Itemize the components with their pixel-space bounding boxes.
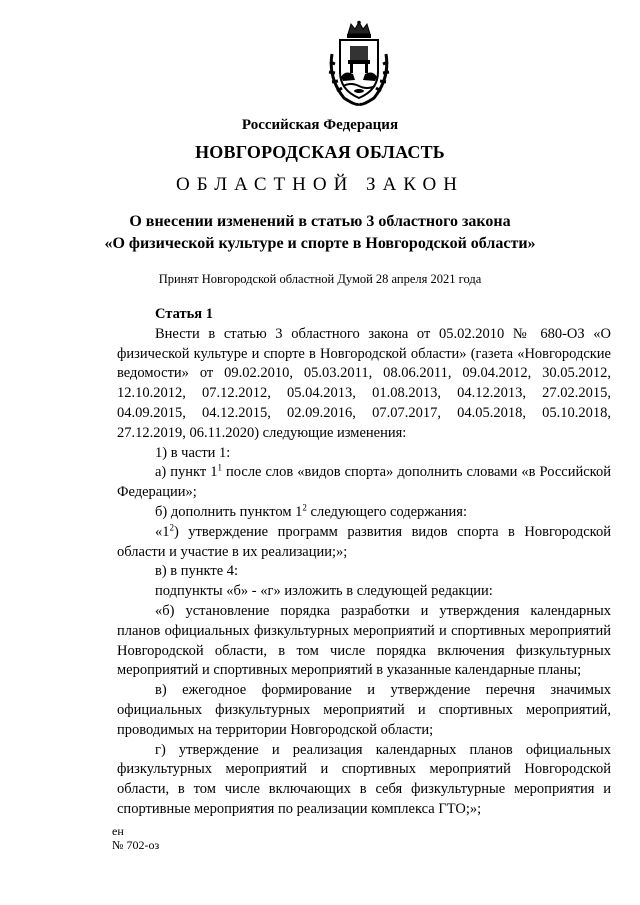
footer-initials: ен [112,824,124,838]
item-b-quote: «$1^2$) утверждение программ развития видов спорта в Новгородской области и участие в их реализации;»; [117,522,611,560]
region-name: НОВГОРОДСКАЯ ОБЛАСТЬ [195,142,445,162]
subitem-b: «б) установление порядка разработки и утверждения календарных планов официальных физкультурных мероприятий и спортивных мероприятий Новгородской области, в том числе порядка включения физкультурных мероприятий и спортивных мероприятий в указанные календарные планы; [117,602,611,679]
article-intro: Внести в статью 3 областного закона от 05.02.2010 № 680-ОЗ «О физической культуре и спорте в Новгородской области» (газета «Новгородские ведомости» от 09.02.2010, 05.03.2011, 08.06.2011, 09.04.2012, 30.05.2012, 12.10.2012, 07.12.2012, 05.04.2013, 01.08.2013, 04.12.2013, 27.02.2015, 04.09.2015, 04.12.2015, 02.09.2016, 07.07.2017, 04.05.2018, 05.10.2018, 27.12.2019, 06.11.2020) следующие изменения: [117,325,611,441]
country-name: Российская Федерация [241,117,399,133]
adoption-note: Принят Новгородской областной Думой 28 апреля 2021 года [158,272,482,286]
part-1: 1) в части 1: [155,444,231,461]
subitem-v: в) ежегодное формирование и утверждение перечня значимых официальных физкультурных мероприятий и спортивных мероприятий, проводимых на территории Новгородской области; [117,682,611,738]
subitems-intro: подпункты «б» - «г» изложить в следующей редакции: [155,583,493,600]
document-number: № 702-оз [112,838,160,852]
item-a: а) пункт $1^1$ после слов «видов спорта» дополнить словами «в Российской Федерации»; [117,462,611,501]
law-title-line-2: «О физической культуре и спорте в Новгородской области» [104,235,536,252]
article-body [117,305,611,820]
document-type: ОБЛАСТНОЙ ЗАКОН [176,174,464,195]
law-title [0,211,640,255]
article-heading: Статья 1 [155,306,213,322]
novgorod-coat-of-arms-icon [326,20,392,106]
law-title-line-1: О внесении изменений в статью 3 областного закона [129,213,511,230]
item-v: в) в пункте 4: [155,563,239,580]
item-b: б) дополнить пунктом $1^2$ следующего содержания: [155,502,467,520]
subitem-g: г) утверждение и реализация календарных планов официальных физкультурных мероприятий и спортивных мероприятий Новгородской области, в том числе включающих в себя физкультурные мероприятия и спортивные мероприятия по реализации комплекса ГТО;»; [117,741,611,817]
footer-note [112,824,159,852]
